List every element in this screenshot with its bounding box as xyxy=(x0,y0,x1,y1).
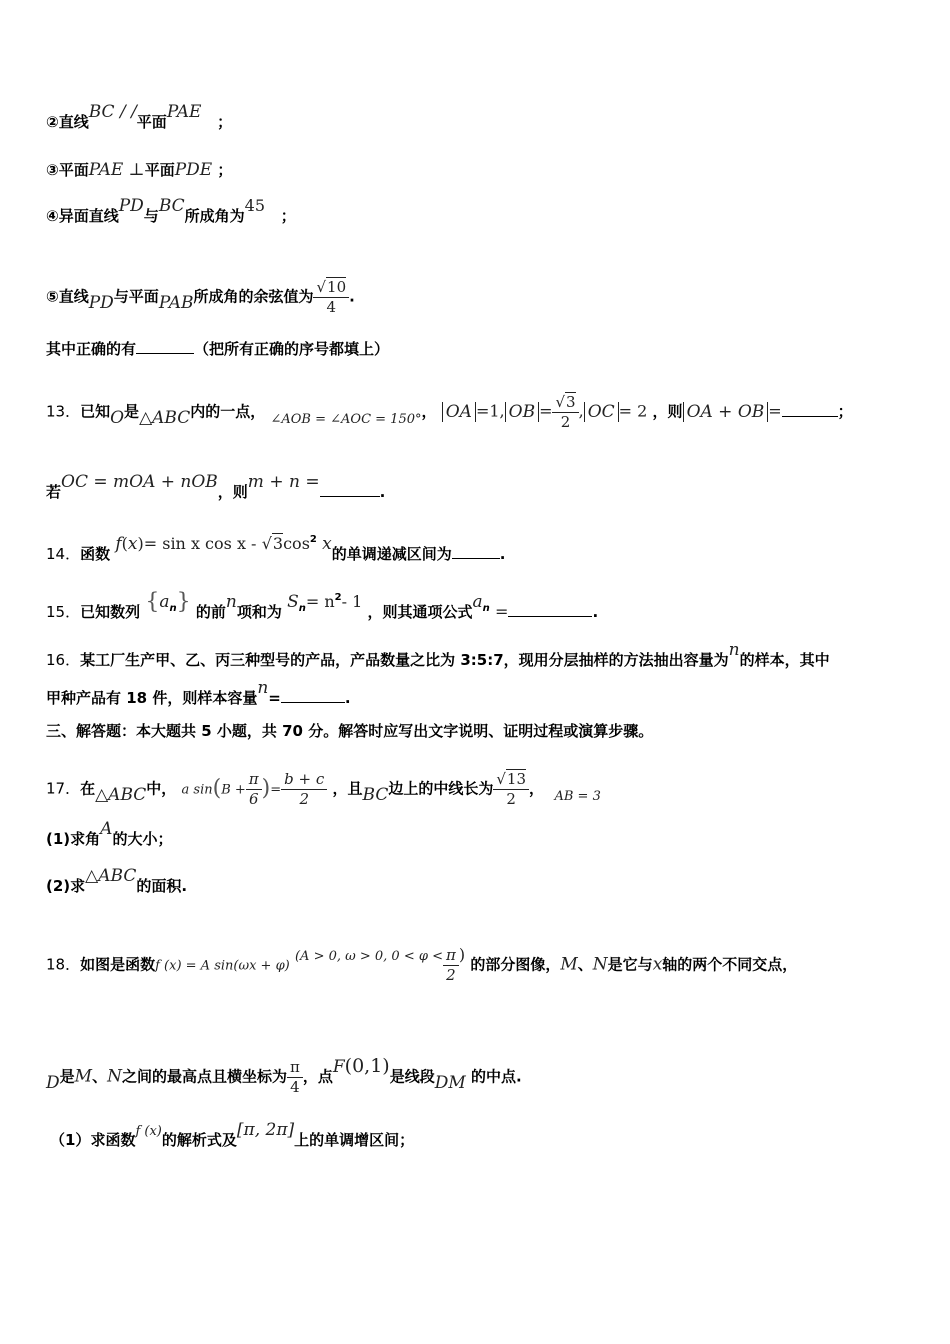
answer-blank[interactable] xyxy=(452,544,500,559)
answer-blank[interactable] xyxy=(320,482,380,497)
question-17-part-1: (1)求角A的大小； xyxy=(46,819,173,848)
fraction: $\frac{√10}{4}$ xyxy=(313,278,349,316)
option-5: ⑤直线PD与平面PAB所成角的余弦值为 $\frac{√10}{4}$ . xyxy=(46,278,355,316)
question-13: 13．已知O是△ABC内的一点， ∠AOB = ∠AOC = 150°， OA =1, OB = $\frac{√3}{2}$ , OC = 2 ，则 OA + OB = ； xyxy=(46,393,853,431)
answer-blank[interactable] xyxy=(508,602,592,617)
question-15: 15．已知数列 $\{a_n\}$ 的前n项和为 $S_n= n^2-$ 1 ，则其通项公式$a_n$ = . xyxy=(46,589,599,621)
option-marker: ② xyxy=(46,113,59,131)
fraction: $\frac{\pi}{4}$ xyxy=(287,1058,303,1096)
option-marker: ③ xyxy=(46,161,59,179)
question-14: 14．函数 f(x)= sin x cos x - $√3\cos^2$ x的单调递减区间为 . xyxy=(46,534,506,563)
fraction: $\frac{\pi}{2}$ xyxy=(443,946,459,984)
question-17: 17．在△ABC中， a sin(B + $\frac{\pi}{6}$ )= $\frac{b + c}{2}$ ，且BC边上的中线长为 $\frac{√13}{2}$ ， AB = 3 xyxy=(46,770,601,808)
option-marker: ④ xyxy=(46,207,59,225)
question-18-part-1: （1）求函数f (x)的解析式及[π, 2π]上的单调增区间； xyxy=(50,1120,415,1149)
question-16-line-2: 甲种产品有 18 件，则样本容量n= . xyxy=(46,678,351,707)
answer-blank[interactable] xyxy=(281,688,345,703)
fraction: $\frac{√3}{2}$ xyxy=(552,393,578,431)
fraction: $\frac{\pi}{6}$ xyxy=(246,770,262,808)
option-3: ③平面PAE ⊥平面PDE ； xyxy=(46,160,233,180)
section-heading: 三、解答题：本大题共 5 小题，共 70 分。解答时应写出文字说明、证明过程或演算步骤。 xyxy=(46,722,654,740)
option-4: ④异面直线PD与BC所成角为45 ； xyxy=(46,196,296,225)
question-number: 18． xyxy=(46,955,81,974)
question-17-part-2: (2)求△ABC的面积. xyxy=(46,866,188,895)
question-number: 15． xyxy=(46,603,81,621)
option-2: ②直线BC / /平面PAE ； xyxy=(46,102,233,131)
summary-line: 其中正确的有 （把所有正确的序号都填上） xyxy=(46,340,390,358)
fraction: $\frac{b + c}{2}$ xyxy=(281,770,327,808)
fraction: $\frac{√13}{2}$ xyxy=(493,770,529,808)
question-13-line-2: 若OC = mOA + nOB，则m + n = . xyxy=(46,472,386,501)
question-number: 13． xyxy=(46,402,81,421)
question-number: 17． xyxy=(46,779,81,798)
option-marker: ⑤ xyxy=(46,287,59,306)
question-18: 18．如图是函数f (x) = A sin(ωx + φ) (A > 0, ω > 0, 0 < φ < $\frac{\pi}{2}$ ) 的部分图像，M、N是它与x轴的两个不同交点， xyxy=(46,944,798,984)
answer-blank[interactable] xyxy=(136,339,194,354)
question-16: 16．某工厂生产甲、乙、丙三种型号的产品，产品数量之比为 3:5:7，现用分层抽样的方法抽出容量为n的样本，其中 xyxy=(46,640,830,669)
question-number: 16． xyxy=(46,651,81,669)
answer-blank[interactable] xyxy=(782,402,838,417)
question-number: 14． xyxy=(46,545,81,563)
question-18-line-2: D是M、N之间的最高点且横坐标为 $\frac{\pi}{4}$ ，点F(0,1)是线段DM 的中点. xyxy=(46,1054,522,1096)
